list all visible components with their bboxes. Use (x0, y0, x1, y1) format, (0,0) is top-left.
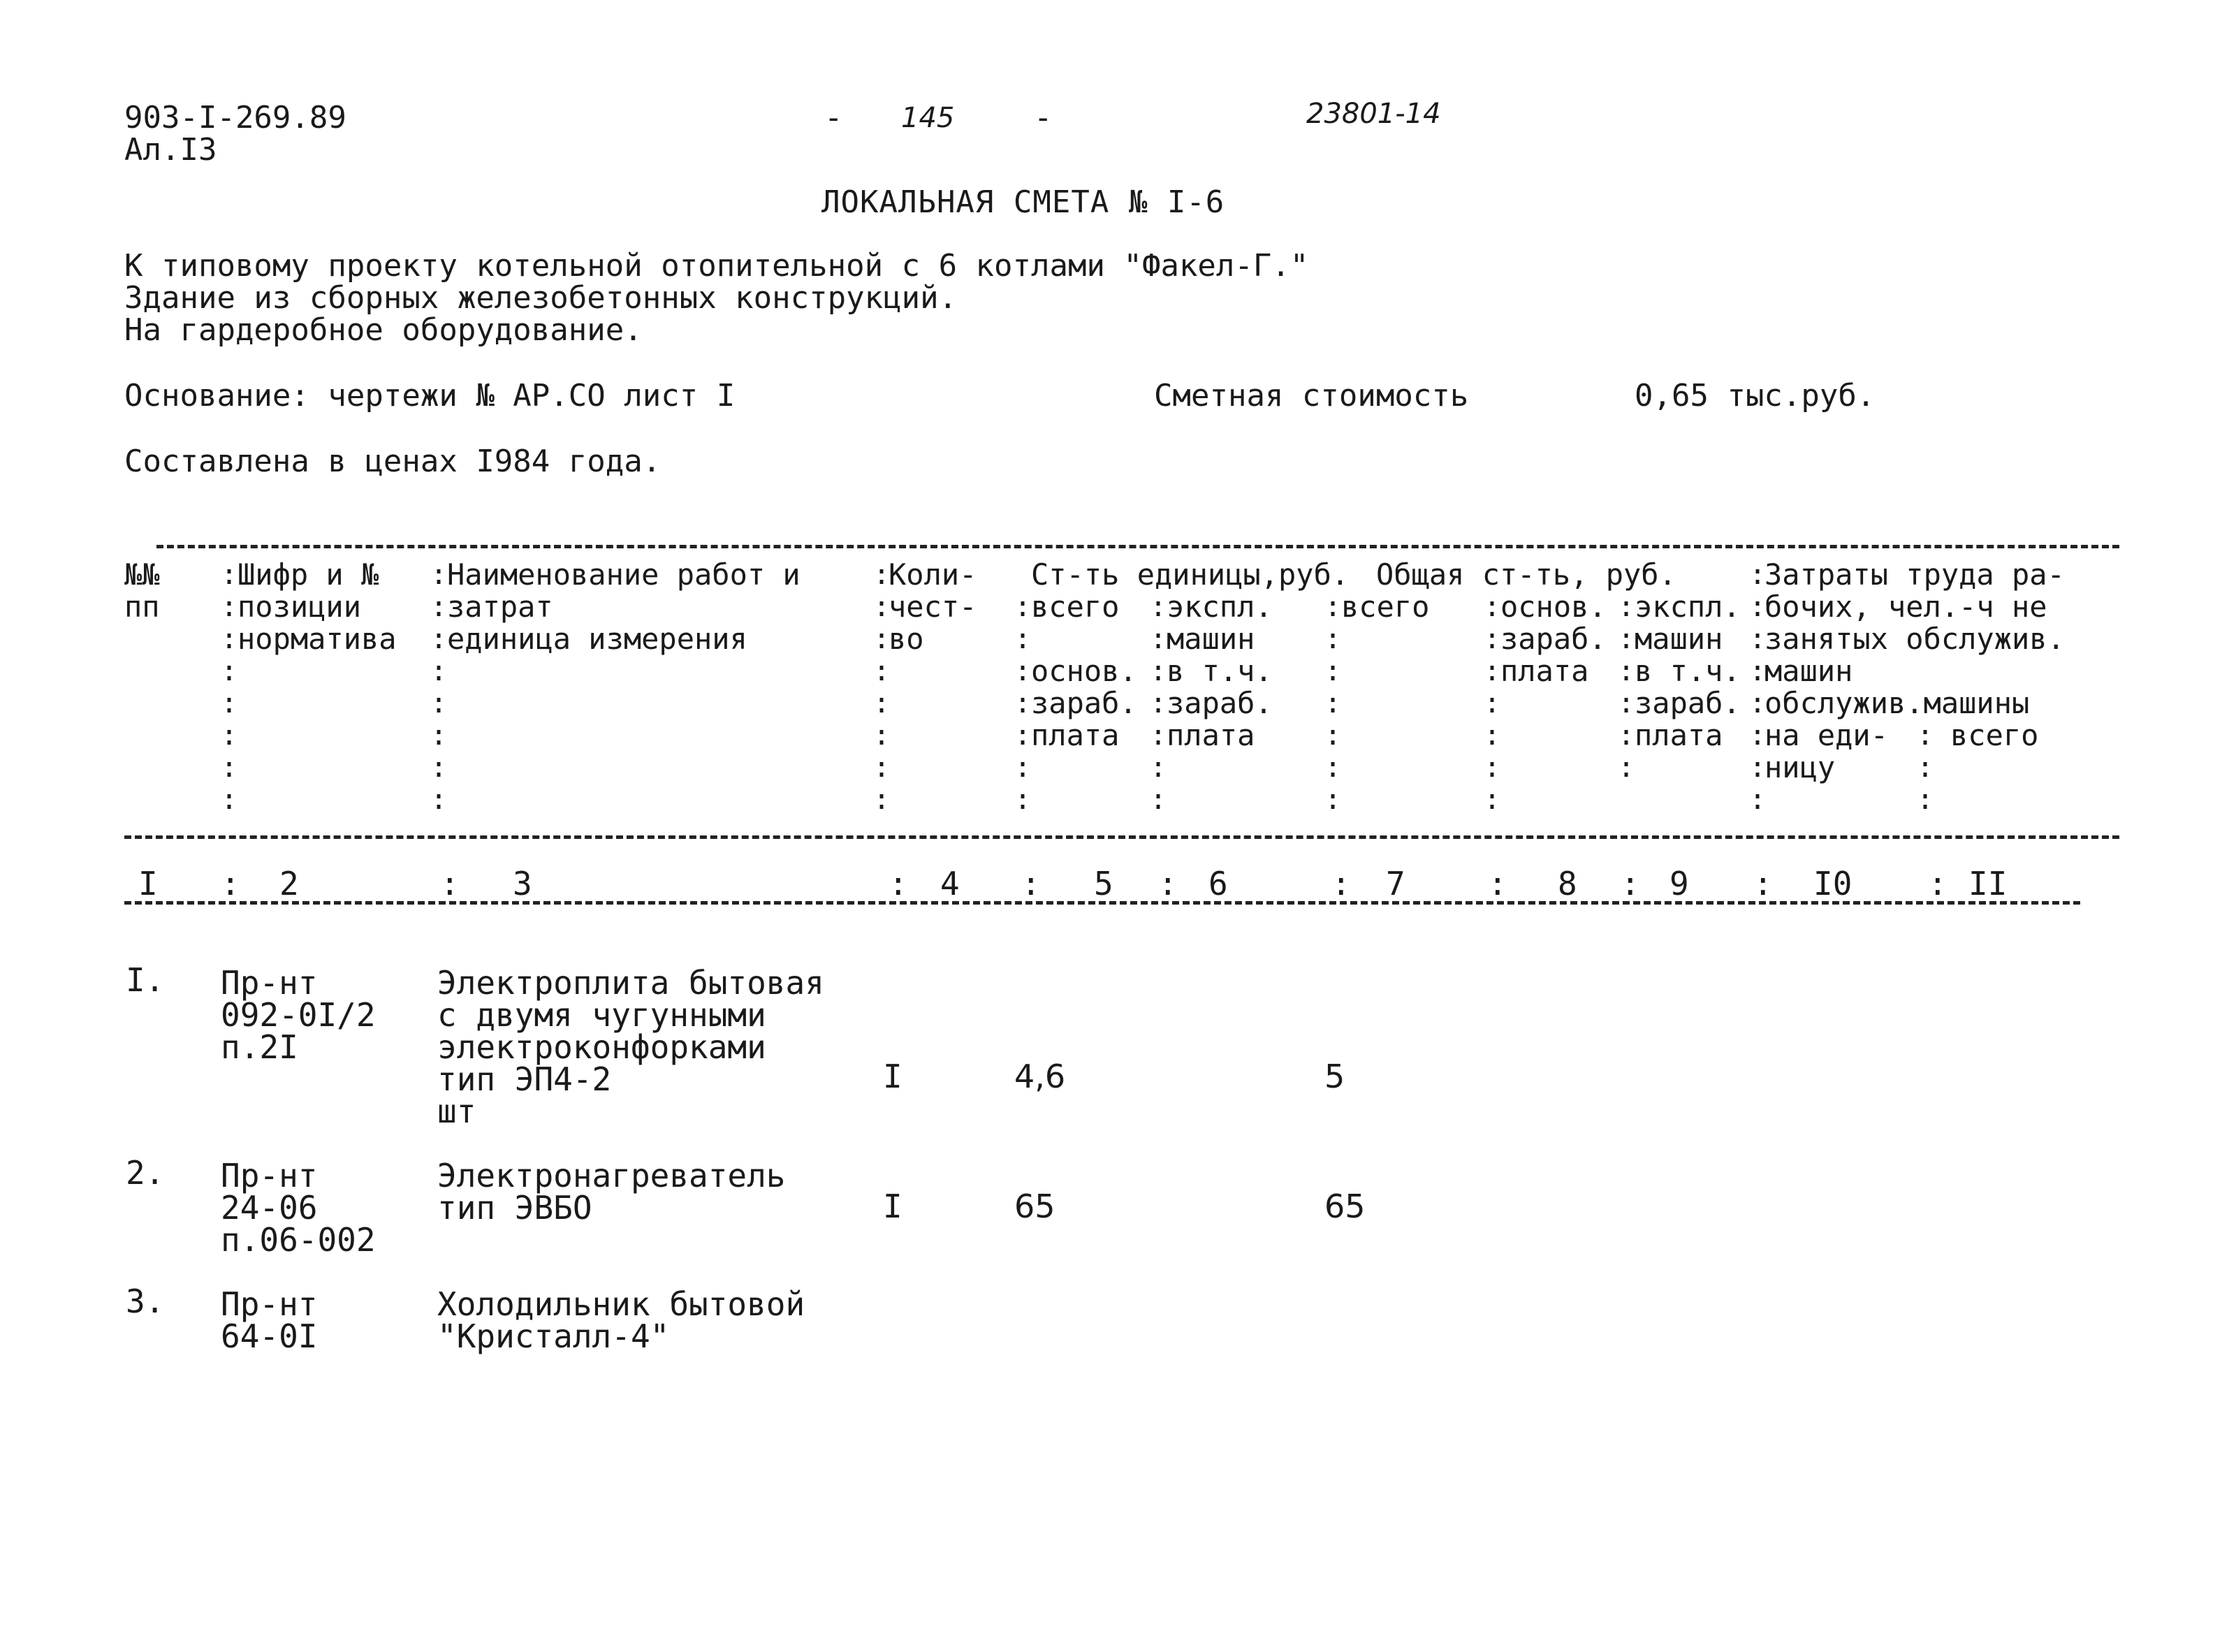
archive-number: 23801-14 (1306, 98, 1441, 130)
page-dash-right: - (1034, 100, 1053, 136)
col-sep: : (1753, 865, 1773, 902)
col-sep: : (1021, 865, 1041, 902)
col-header-unit-machines: экспл. машин в т.ч. зараб. плата (1167, 590, 1273, 752)
col-sep: : (440, 865, 460, 902)
col-separator: : : : : : : : (1014, 591, 1032, 816)
row-number: 2. (126, 1154, 165, 1192)
col-header-total-wages: основ. зараб. плата (1500, 590, 1607, 688)
col-sep: : (1488, 865, 1507, 902)
prices-line: Составлена в ценах I984 года. (124, 444, 662, 479)
col-header-total-machines: экспл. машин в т.ч. зараб. плата (1635, 590, 1741, 752)
row-qty: I (883, 1187, 902, 1225)
col-separator: : : : : : : (1618, 591, 1635, 784)
col-number: 6 (1208, 865, 1228, 902)
col-sep: : (1621, 865, 1640, 902)
row-total: 65 (1324, 1187, 1366, 1225)
col-header-no: №№ пп (124, 557, 160, 624)
page-title: ЛОКАЛЬНАЯ СМЕТА № I-6 (821, 184, 1225, 220)
col-group-labor: Затраты труда ра- бочих, чел.-ч не занятых обслужив. машин (1764, 557, 2065, 688)
table-header-rule (124, 835, 2119, 839)
sheet-number: Ал.I3 (124, 132, 217, 168)
col-separator: : : : : : : : : (873, 559, 891, 816)
col-header-labor-total: всего (1950, 718, 2039, 752)
col-number: I (138, 865, 158, 902)
doc-code: 903-I-269.89 (124, 100, 346, 136)
col-number: II (1968, 865, 2008, 902)
row-unit-total: 65 (1014, 1187, 1055, 1225)
col-number: 7 (1386, 865, 1405, 902)
col-number: 5 (1094, 865, 1113, 902)
col-header-name: Наименование работ и затрат единица измерения (447, 557, 801, 656)
col-separator: : : : : : : : : (1749, 559, 1767, 816)
row-total: 5 (1324, 1058, 1345, 1095)
col-separator: : : : : : : : (1150, 591, 1167, 816)
row-name: Электронагреватель тип ЭВБО (437, 1157, 786, 1227)
col-sep: : (889, 865, 908, 902)
col-separator: : : : : : : : : (430, 559, 448, 816)
col-header-code: Шифр и № позиции норматива (237, 557, 397, 656)
basis-label: Основание: чертежи № АР.СО лист I (124, 378, 736, 414)
row-name: Электроплита бытовая с двумя чугунными электроконфорками тип ЭП4-2 шт (437, 964, 824, 1130)
row-name: Холодильник бытовой "Кристалл-4" (437, 1285, 805, 1355)
col-header-labor-unit: на еди- ницу (1764, 718, 1889, 784)
col-group-total-cost: Общая ст-ть, руб. (1376, 557, 1676, 592)
col-sep: : (1928, 865, 1947, 902)
col-group-service: обслужив.машины (1764, 686, 2030, 720)
intro-line-1: К типовому проекту котельной отопительной с 6 котлами "Факел-Г." (124, 248, 1309, 284)
row-qty: I (883, 1058, 902, 1095)
row-code: Пр-нт 64-0I (221, 1285, 318, 1355)
col-number: I0 (1813, 865, 1852, 902)
col-sep: : (1158, 865, 1178, 902)
col-header-qty: Коли- чест- во (889, 557, 977, 656)
table-top-rule (156, 545, 2119, 548)
row-code: Пр-нт 24-06 п.06-002 (221, 1157, 376, 1259)
col-header-unit-total: всего основ. зараб. плата (1031, 590, 1137, 752)
page-number: 145 (901, 102, 955, 134)
col-sep: : (1331, 865, 1351, 902)
col-separator: : : : : : : : (1324, 591, 1342, 816)
cost-label: Сметная стоимость (1154, 378, 1469, 414)
row-unit-total: 4,6 (1014, 1058, 1066, 1095)
row-number: 3. (126, 1282, 165, 1320)
col-number: 2 (279, 865, 299, 902)
col-separator: : : : : : : : (1484, 591, 1501, 816)
col-number: 4 (940, 865, 960, 902)
col-number: 8 (1558, 865, 1577, 902)
page-dash-left: - (824, 100, 843, 136)
row-number: I. (126, 961, 165, 999)
col-number: 3 (513, 865, 532, 902)
col-group-unit-cost: Ст-ть единицы,руб. (1031, 557, 1350, 592)
col-sep: : (221, 865, 240, 902)
col-separator: : : : (1917, 719, 1934, 816)
col-number: 9 (1669, 865, 1689, 902)
intro-line-2: Здание из сборных железобетонных конструкций. (124, 280, 958, 316)
intro-line-3: На гардеробное оборудование. (124, 312, 643, 348)
col-header-total: всего (1341, 590, 1430, 624)
row-code: Пр-нт 092-0I/2 п.2I (221, 964, 376, 1066)
cost-value: 0,65 тыс.руб. (1635, 378, 1876, 414)
col-separator: : : : : : : : : (221, 559, 238, 816)
